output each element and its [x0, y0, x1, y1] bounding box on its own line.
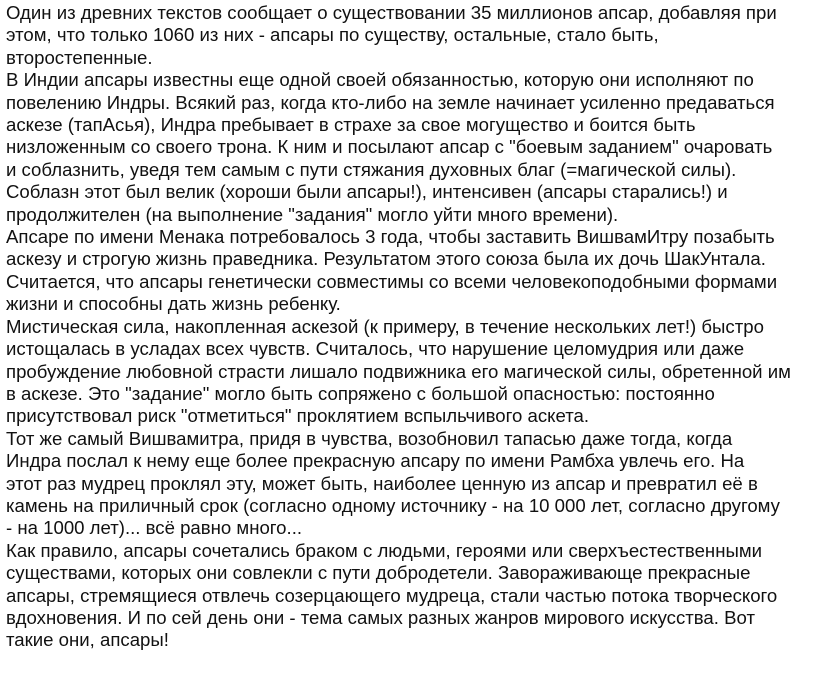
text-line: повелению Индры. Всякий раз, когда кто-либо на земле начинает усиленно предаваться [6, 91, 775, 113]
text-line: В Индии апсары известны еще одной своей обязанностью, которую они исполняют по [6, 69, 754, 91]
text-line: и соблазнить, уведя тем самым с пути стяжания духовных благ (=магической силы). [6, 158, 737, 180]
text-line: этом, что только 1060 из них - апсары по существу, остальные, стало быть, [6, 24, 659, 46]
text-line: в аскезе. Это "задание" могло быть сопряжено с большой опасностью: постоянно [6, 382, 715, 404]
text-line: Один из древних текстов сообщает о существовании 35 миллионов апсар, добавляя при [6, 2, 777, 23]
text-line: этот раз мудрец проклял эту, может быть, наиболее ценную из апсар и превратил её в [6, 472, 758, 494]
text-line: Соблазн этот был велик (хороши были апсары!), интенсивен (апсары старались!) и [6, 181, 728, 203]
text-line: Как правило, апсары сочетались браком с людьми, героями или сверхъестественными [6, 539, 762, 561]
text-line: истощалась в усладах всех чувств. Считалось, что нарушение целомудрия или даже [6, 338, 745, 360]
text-line: вдохновения. И по сей день они - тема самых разных жанров мирового искусства. Вот [6, 606, 755, 628]
text-line: Тот же самый Вишвамитра, придя в чувства, возобновил тапасью даже тогда, когда [6, 427, 733, 449]
text-line: присутствовал риск "отметиться" проклятием вспыльчивого аскета. [6, 405, 590, 427]
text-line: аскезу и строгую жизнь праведника. Результатом этого союза была их дочь ШакУнтала. [6, 248, 766, 270]
text-line: низложенным со своего трона. К ним и посылают апсар с "боевым заданием" очаровать [6, 136, 773, 158]
text-line: Апсаре по имени Менака потребовалось 3 года, чтобы заставить ВишвамИтру позабыть [6, 226, 775, 248]
text-line: пробуждение любовной страсти лишало подвижника его магической силы, обретенной им [6, 360, 791, 382]
text-line: Мистическая сила, накопленная аскезой (к примеру, в течение нескольких лет!) быстро [6, 315, 764, 337]
text-line: - на 1000 лет)... всё равно много... [6, 517, 303, 539]
text-line: жизни и способны дать жизнь ребенку. [6, 293, 341, 315]
text-line: аскезе (тапАсья), Индра пребывает в страхе за свое могущество и боится быть [6, 114, 696, 136]
text-line: существами, которых они совлекли с пути добродетели. Завораживающе прекрасные [6, 562, 751, 584]
text-line: такие они, апсары! [6, 629, 169, 651]
text-line: камень на приличный срок (согласно одному источнику - на 10 000 лет, согласно другому [6, 494, 780, 516]
text-line: апсары, стремящиеся отвлечь созерцающего мудреца, стали частью потока творческого [6, 584, 778, 606]
text-line: второстепенные. [6, 46, 153, 68]
text-line: продолжителен (на выполнение "задания" могло уйти много времени). [6, 203, 619, 225]
text-line: Индра послал к нему еще более прекрасную апсару по имени Рамбха увлечь его. На [6, 450, 745, 472]
text-line: Считается, что апсары генетически совместимы со всеми человекоподобными формами [6, 270, 778, 292]
